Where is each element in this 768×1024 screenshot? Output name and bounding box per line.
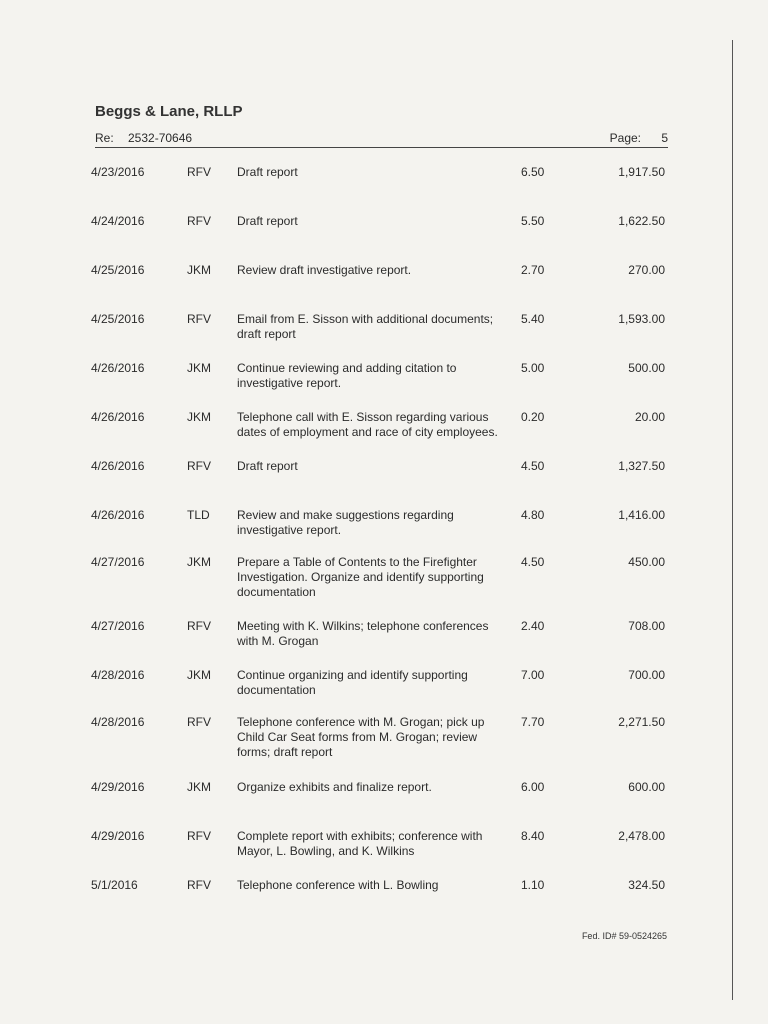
entry-date: 4/26/2016 xyxy=(91,410,145,424)
entry-amount: 20.00 xyxy=(634,410,665,424)
entry-amount: 450.00 xyxy=(628,555,665,569)
entry-date: 4/27/2016 xyxy=(91,619,145,633)
entry-date: 4/27/2016 xyxy=(91,555,145,569)
entry-description: Telephone call with E. Sisson regarding various dates of employment and race of city employees. xyxy=(237,410,498,439)
entry-date: 4/28/2016 xyxy=(91,715,145,729)
entry-hours: 8.40 xyxy=(521,829,545,843)
fed-id: Fed. ID# 59-0524265 xyxy=(581,931,667,941)
entry-amount: 270.00 xyxy=(628,263,665,277)
entry-date: 4/26/2016 xyxy=(91,459,145,473)
entry-description: Complete report with exhibits; conference with Mayor, L. Bowling, and K. Wilkins xyxy=(237,829,483,858)
entry-hours: 4.50 xyxy=(521,555,545,569)
entry-amount: 2,271.50 xyxy=(618,715,665,729)
entry-hours: 2.40 xyxy=(521,619,545,633)
re-label: Re: xyxy=(95,131,114,145)
matter-number: 2532-70646 xyxy=(128,131,193,145)
entry-timekeeper: RFV xyxy=(187,165,211,179)
entry-timekeeper: TLD xyxy=(187,508,210,522)
entry-timekeeper: JKM xyxy=(187,410,211,424)
entry-amount: 324.50 xyxy=(628,878,665,892)
entry-description: Draft report xyxy=(237,459,298,473)
entry-hours: 7.00 xyxy=(521,668,545,682)
entry-amount: 1,327.50 xyxy=(618,459,665,473)
entry-timekeeper: JKM xyxy=(187,361,211,375)
entry-hours: 1.10 xyxy=(521,878,545,892)
entry-date: 4/26/2016 xyxy=(91,508,145,522)
entry-description: Draft report xyxy=(237,214,298,228)
entry-date: 4/26/2016 xyxy=(91,361,145,375)
entry-date: 4/28/2016 xyxy=(91,668,145,682)
entry-date: 5/1/2016 xyxy=(91,878,138,892)
firm-name: Beggs & Lane, RLLP xyxy=(95,103,243,120)
entry-description: Continue reviewing and adding citation to investigative report. xyxy=(237,361,457,390)
entry-date: 4/23/2016 xyxy=(91,165,145,179)
page-number: 5 xyxy=(661,131,668,145)
entry-amount: 2,478.00 xyxy=(618,829,665,843)
entry-hours: 5.40 xyxy=(521,312,545,326)
entry-description: Telephone conference with L. Bowling xyxy=(237,878,439,892)
entry-date: 4/29/2016 xyxy=(91,829,145,843)
entry-date: 4/25/2016 xyxy=(91,263,145,277)
entry-timekeeper: JKM xyxy=(187,780,211,794)
entry-hours: 6.00 xyxy=(521,780,545,794)
entry-timekeeper: JKM xyxy=(187,668,211,682)
entry-timekeeper: RFV xyxy=(187,214,211,228)
entry-amount: 1,593.00 xyxy=(618,312,665,326)
entry-amount: 700.00 xyxy=(628,668,665,682)
entry-timekeeper: RFV xyxy=(187,619,211,633)
entry-amount: 708.00 xyxy=(628,619,665,633)
entry-amount: 600.00 xyxy=(628,780,665,794)
entry-amount: 1,917.50 xyxy=(618,165,665,179)
entry-description: Email from E. Sisson with additional documents; draft report xyxy=(237,312,494,341)
entry-hours: 6.50 xyxy=(521,165,545,179)
entry-hours: 5.50 xyxy=(521,214,545,228)
entry-timekeeper: RFV xyxy=(187,312,211,326)
entry-description: Draft report xyxy=(237,165,298,179)
entry-timekeeper: RFV xyxy=(187,878,211,892)
entry-hours: 0.20 xyxy=(521,410,545,424)
entry-hours: 7.70 xyxy=(521,715,545,729)
entry-description: Telephone conference with M. Grogan; pick up Child Car Seat forms from M. Grogan; review forms; draft report xyxy=(237,715,485,759)
entry-description: Continue organizing and identify supporting documentation xyxy=(237,668,468,697)
entry-description: Review draft investigative report. xyxy=(237,263,412,277)
entry-amount: 1,622.50 xyxy=(618,214,665,228)
entry-hours: 2.70 xyxy=(521,263,545,277)
entry-hours: 4.80 xyxy=(521,508,545,522)
entry-description: Prepare a Table of Contents to the Firefighter Investigation. Organize and identify supporting documentation xyxy=(237,555,484,599)
entry-amount: 1,416.00 xyxy=(618,508,665,522)
entry-timekeeper: JKM xyxy=(187,555,211,569)
entry-hours: 4.50 xyxy=(521,459,545,473)
entry-description: Meeting with K. Wilkins; telephone conferences with M. Grogan xyxy=(237,619,489,648)
page-label: Page: xyxy=(609,131,641,145)
entry-date: 4/25/2016 xyxy=(91,312,145,326)
entry-timekeeper: RFV xyxy=(187,715,211,729)
entry-date: 4/29/2016 xyxy=(91,780,145,794)
entry-timekeeper: RFV xyxy=(187,829,211,843)
entry-timekeeper: RFV xyxy=(187,459,211,473)
entry-hours: 5.00 xyxy=(521,361,545,375)
entry-description: Organize exhibits and finalize report. xyxy=(237,780,432,794)
entry-timekeeper: JKM xyxy=(187,263,211,277)
entry-date: 4/24/2016 xyxy=(91,214,145,228)
entry-amount: 500.00 xyxy=(628,361,665,375)
entry-description: Review and make suggestions regarding investigative report. xyxy=(237,508,454,537)
